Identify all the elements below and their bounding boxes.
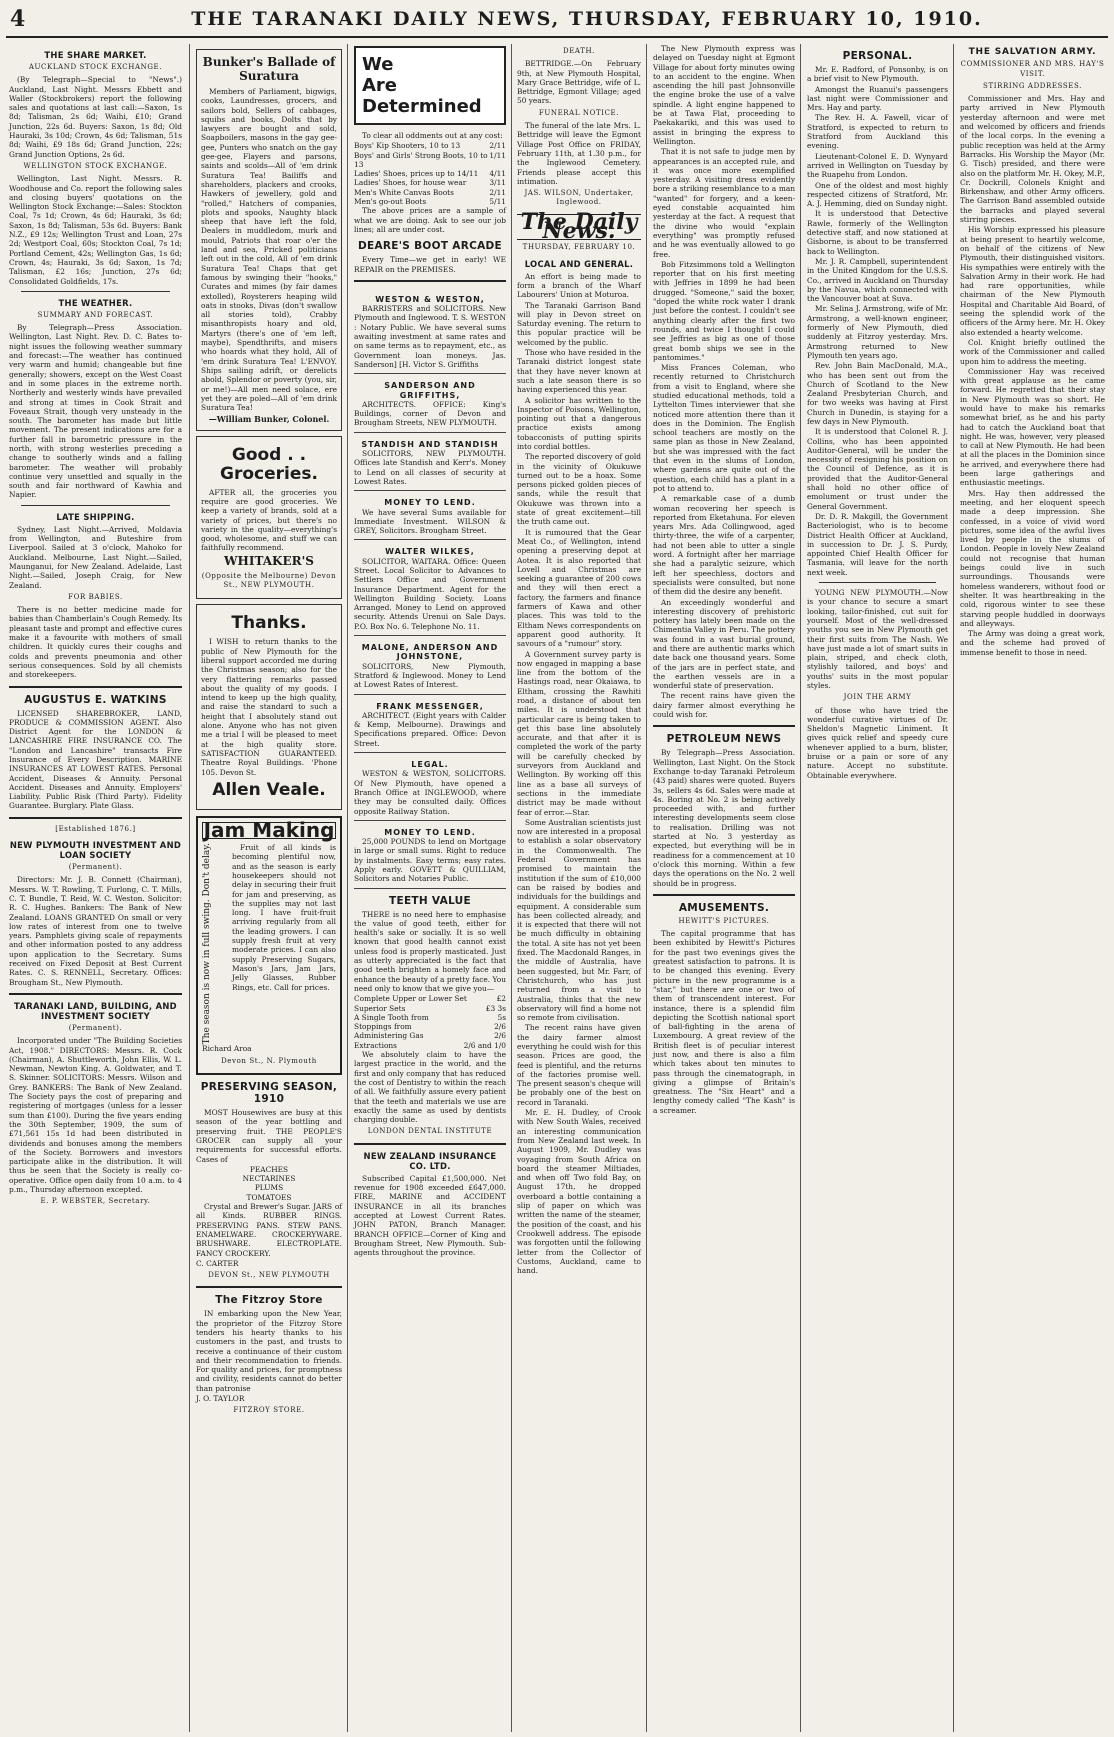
news-paragraph: Bob Fitzsimmons told a Wellington reporter that on his first meeting with Jeffries in 1899 he had been drugged. "Someone," said the boxer, "doped the white rock water I drank just before the contest. I couldn't see anything clearly after the first two rounds, and twice I thought I could see Jeffries as big as one of those great bomb ships we see in the pantomimes." xyxy=(653,259,795,362)
fruit-list xyxy=(196,1165,342,1202)
price-row xyxy=(354,1022,506,1031)
jam-making-title: Jam Making xyxy=(203,817,335,842)
teeth-more: We absolutely claim to have the largest practice in the world, and the first and only company that has reduced the cost of Dentistry to within the reach of all. We faithfully assure every patient that the teeth and materials we use are exactly the same as used by dentists charging double. xyxy=(354,1050,506,1125)
paper-nameplate: The Daily News. xyxy=(517,214,641,241)
whitaker-name: WHITAKER'S xyxy=(224,553,314,568)
personal-paragraph: Lieutenant-Colonel E. D. Wynyard arrived in Wellington on Tuesday by the Ruapehu from London. xyxy=(807,151,948,180)
page-number: 4 xyxy=(10,6,26,32)
salvation-paragraph: Commissioner Hay was received with great applause as he came forward. He regretted that their stay in New Plymouth was so short. He would have to make his remarks somewhat brief, as he and his party had to catch the Auckland boat that night. He was, however, very pleased to call at New Plymouth. He had been at all the places in the Dominion since he arrived, and everywhere there had been large gatherings and enthusiastic meetings. xyxy=(960,366,1105,488)
preserving-heading: PRESERVING SEASON, 1910 xyxy=(200,1081,338,1106)
amusements-heading: AMUSEMENTS. xyxy=(678,901,770,914)
nz-insurance-heading: NEW ZEALAND INSURANCE CO. LTD. xyxy=(363,1150,497,1171)
masthead xyxy=(6,4,1108,38)
news-paragraph: Mr. E. H. Dudley, of Crook with New South Wales, received an interesting communication from New Zealand last week. In August 1909, Mr. Dudley was voyaging from South Africa on board the steamer Miltiades, and when off Two fold Bay, on August 17th, he dropped overboard a bottle containing a slip of paper on which was written the name of the steamer, the position of the coast, and his Crookwell address. The episode was forgotten until the following letter from the Collector of Customs, Auckland, came to hand. xyxy=(517,1108,641,1276)
price-value: 2/6 xyxy=(494,1022,506,1032)
local-general-heading: LOCAL AND GENERAL. xyxy=(524,258,634,269)
card-name: WESTON & WESTON, xyxy=(375,294,485,304)
fruit-list-item: NECTARINES xyxy=(242,1174,296,1184)
loan-society-heading: NEW PLYMOUTH INVESTMENT AND LOAN SOCIETY xyxy=(9,840,182,861)
card-body: BARRISTERS and SOLICITORS. New Plymouth and Inglewood. T. S. WESTON : Notary Public. We have several sums awaiting investment at same rates and on same terms as to repayment, etc., as Government loan moneys. Jas. Sanderson] [H. Victor S. Griffiths xyxy=(354,304,506,369)
local-general-text xyxy=(517,272,641,1276)
thanks-text: I WISH to return thanks to the public of New Plymouth for the liberal support accorded me during the Christmas season; also for the very flattering remarks passed about the quality of my goods. I intend to keep up the high quality, and raise the standard to such a height that I absolutely stand out alone. Anyone who has not given me a trial I will be pleased to meet at the high quality store. SATISFACTION GUARANTEED. Theatre Royal Buildings. 'Phone 105. Devon St. xyxy=(201,637,337,777)
deare-price-list xyxy=(354,141,506,206)
card-body: SOLICITOR, WAITARA. Office: Queen Street. Local Solicitor to Advances to Settlers Office and Government Insurance Department. Agent for the Wellington Building Society. Loans Arranged. Money to Lend on approved security. Attends Urenui on Sale Days. P.O. Box No. 6. Telephone No. 11. xyxy=(354,556,506,631)
divider xyxy=(21,291,170,292)
death-heading: DEATH. xyxy=(563,47,595,55)
price-row xyxy=(354,1004,506,1013)
divider xyxy=(21,505,170,506)
news-paragraph: The recent rains have given the dairy farmer almost everything he could wish for this season. Prices are good, the feed is plentiful, and the returns of the factories promise well. The present season's cheque will be probably one of the best on record in Taranaki. xyxy=(517,1023,641,1107)
price-value: 5/11 xyxy=(489,197,506,207)
deare-intro: To clear all oddments out at any cost: xyxy=(362,131,503,140)
personal-text xyxy=(807,65,948,577)
column-3 xyxy=(348,44,512,1732)
professional-card xyxy=(354,821,506,889)
teeth-heading: TEETH VALUE xyxy=(389,894,471,907)
price-value: 2/6 xyxy=(494,1031,506,1041)
taylor-name: J. O. TAYLOR xyxy=(196,1394,245,1404)
news-paragraph: Some Australian scientists just now are interested in a proposal to establish a solar observatory in the Commonwealth. The Federal Government has promised to maintain the institution if the sum of £10,000 can be raised by bodies and individuals for the buildings and equipment. A considerable sum has been collected already, and it is expected that there will not be much difficulty in obtaining the total. A site has not yet been fixed. The Macdonald Ranges, in the middle of Australia, have been suggested, but Mr. Farr, of Christchurch, who has just returned from a visit to Australia, thinks that the new observatory will find a home not so remote from civilisation. xyxy=(517,817,641,1023)
divider xyxy=(354,1143,506,1145)
weather-heading: THE WEATHER. xyxy=(58,297,133,308)
teeth-text: THERE is no need here to emphasise the value of good teeth, either for health's sake or socially. It is so well known that good health cannot exist unless food is properly masticated. Just as utterly appreciated is the fact that good teeth brighten a homely face and enhance the beauty of a pretty face. You need only to know that we give you— xyxy=(354,909,506,993)
paper-date: THURSDAY, FEBRUARY 10. xyxy=(522,243,636,252)
taranaki-society-subhead: (Permanent). xyxy=(68,1023,123,1032)
banner-line: We xyxy=(362,54,394,75)
news-paragraph: An exceedingly wonderful and interesting discovery of prehistoric pottery has lately been made on the Chimentia Valley in Peru. The pottery was found in a vast burial ground, and there are authentic marks which date back one thousand years. Some of the jars are in perfect state, and the earthen vessels are in a wonderful state of preservation. xyxy=(653,597,795,691)
professional-card xyxy=(354,636,506,694)
salvation-paragraph: Commissioner and Mrs. Hay and party arrived in New Plymouth yesterday afternoon and were met and welcomed by officers and friends of the local corps. In the evening a public reception was held at the Army Barracks. His Worship the Mayor (Mr. G. Tisch) presided, and there were also on the platform Mr. H. Okey, M.P., Cr. Dockrill, Colonels Knight and Birkenshaw, and other Army officers. The Garrison Band assembled outside the barracks and played several stirring pieces. xyxy=(960,94,1105,225)
established-note: [Established 1876.] xyxy=(55,824,136,833)
divider xyxy=(653,894,795,896)
watkins-heading: AUGUSTUS E. WATKINS xyxy=(24,693,167,706)
price-row xyxy=(354,151,506,170)
auckland-exchange-text: (By Telegraph—Special to "News".) Auckland, Last Night. Messrs Ebbett and Waller (Stockbrokers) report the following sales and quotations at last call:—Saxon, 1s 8d; Talisman, 2s 6d; Waihi, £10; Grand Junction, 22s 6d. Buyers: Saxon, 1s 8d; Old Hauraki, 3s 10d; Crown, 4s 6d; Talisman, 51s 8d; Waihi, £9 18s 6d; Grand Junction, 22s; Grand Junction Options, 2s 6d. xyxy=(9,75,182,159)
deare-note: The above prices are a sample of what we are doing. Ask to see our job lines; all are under cost. xyxy=(354,206,506,234)
card-body: 25,000 POUNDS to lend on Mortgage in large or small sums. Right to reduce by instalments. Easy terms; easy rates. Apply early. GOVETT & QUILLIAM, Solicitors and Notaries Public. xyxy=(354,837,506,884)
professional-card xyxy=(354,374,506,432)
petroleum-heading: PETROLEUM NEWS xyxy=(666,733,782,746)
shipping-text: Sydney, Last Night.—Arrived, Moldavia from Wellington, and Buteshire from Liverpool. Sailed at 3 o'clock, Mahoko for Auckland. Melbourne, Last Night.—Sailed, Maunganui, for New Zealand. Adelaide, Last Night.—Sailed, Joseph Craig, for New Zealand. xyxy=(9,524,182,590)
good-groceries-text: AFTER all, the groceries you require are good groceries. We keep a variety of brands, sold at a variety of prices, but there's no variety in the quality—everything's good, wholesome, and stuff we can faithfully recommend. xyxy=(201,487,337,553)
news-paragraph: The Taranaki Garrison Band will play in Devon street on Saturday evening. The return to this popular practice will be welcomed by the public. xyxy=(517,300,641,347)
babies-text: There is no better medicine made for babies than Chamberlain's Cough Remedy. Its pleasant taste and prompt and effective cures make it a favourite with mothers of small children. It quickly cures their coughs and colds and prevents pneumonia and other serious consequences. Sold by all chemists and storekeepers. xyxy=(9,605,182,680)
card-name: FRANK MESSENGER, xyxy=(376,701,484,711)
news-paragraph: It is rumoured that the Gear Meat Co., of Wellington, intend opening a preserving depot at Aotea. It is also reported that Lovell and Christmas are seeking a guarantee of 200 cows and they will then erect a factory, the farmers and finance farmers of Kawa and other places. This was told to the Eltham News correspondents on apparent good authority. It savours of a "rumour" story. xyxy=(517,527,641,649)
good-groceries-ad xyxy=(196,436,342,600)
fitzroy-store-text: IN embarking upon the New Year, the proprietor of the Fitzroy Store tenders his hearty thanks to his customers in the past, and trusts to receive a continuance of their custom and their recommendation to friends. For quality and prices, for promptness and civility, residents cannot do better than patronise xyxy=(196,1309,342,1393)
personal-paragraph: One of the oldest and most highly respected citizens of Stratford, Mr. A. J. Hemming, died on Sunday night. xyxy=(807,180,948,209)
price-row xyxy=(354,1013,506,1022)
divider xyxy=(819,582,936,583)
bunker-ballade-title: Bunker's Ballade of Suratura xyxy=(202,55,336,83)
news-paragraph: Miss Frances Coleman, who recently returned to Christchurch from a visit to England, where she studied educational methods, told a Lyttelton Times interviewer that she noticed more attention there than it does in the Dominion. The English school teachers are mostly on the same plan as those in New Zealand, but she was impressed with the fact that even in the slums of London, where gardens are quite out of the question, each child has a plant in a pot to attend to. xyxy=(653,363,795,493)
good-groceries-title: Good . . Groceries. xyxy=(220,444,318,484)
bunker-ballade-signature: —William Bunker, Colonel. xyxy=(208,414,330,425)
teeth-signature: LONDON DENTAL INSTITUTE xyxy=(367,1127,493,1136)
price-row xyxy=(354,141,506,150)
column-1 xyxy=(6,44,190,1732)
personal-paragraph: Mr. Selina J. Armstrong, wife of Mr. Armstrong, a well-known engineer, formerly of New Plymouth, died suddenly at Fitzroy yesterday. Mrs. Armstrong returned to New Plymouth ten years ago. xyxy=(807,304,948,360)
newspaper-title: THE TARANAKI DAILY NEWS, THURSDAY, FEBRUARY 10, 1910. xyxy=(191,8,983,30)
banner-line: Are xyxy=(362,75,398,96)
column-2 xyxy=(190,44,348,1732)
richard-aroa-name: Richard Aroa xyxy=(202,1044,252,1054)
young-new-plymouth-ad: YOUNG NEW PLYMOUTH.—Now is your chance to secure a smart looking, tailor-finished, cut suit for yourself. Most of the well-dressed youths you see in New Plymouth get their first suits from The Nash. We have just made a lot of smart suits in plain, striped, and check cloth, stylishly tailored, and boys' and youths' suits in the most popular styles. xyxy=(807,588,948,690)
card-name: LEGAL. xyxy=(411,760,449,770)
card-body: WESTON & WESTON, SOLICITORS. Of New Plymouth, have opened a Branch Office at INGLEWOOD, where they may be consulted daily. Offices opposite Railway Station. xyxy=(354,769,506,816)
card-name: STANDISH AND STANDISH xyxy=(361,439,499,449)
professional-card xyxy=(354,695,506,753)
fruit-list-item: TOMATOES xyxy=(246,1192,292,1202)
card-body: We have several Sums available for Immediate Investment. WILSON & GREY, Solicitors. Brougham Street. xyxy=(354,507,506,536)
join-army-text: of those who have tried the wonderful curative virtues of Dr. Sheldon's Magnetic Liniment. It gives quick relief and speedy cure whenever applied to a burn, blister, bruise or a pain or sore of any nature. Accept no substitute. Obtainable everywhere. xyxy=(807,705,948,780)
salvation-army-subhead-2: STIRRING ADDRESSES. xyxy=(983,81,1082,90)
divider xyxy=(9,817,182,819)
card-body: SOLICITORS, New Plymouth, Stratford & Inglewood. Money to Lend at Lowest Rates of Interest. xyxy=(354,661,506,690)
personal-heading: PERSONAL. xyxy=(842,50,913,62)
price-row xyxy=(354,188,506,197)
taranaki-society-signature: E. P. WEBSTER, Secretary. xyxy=(40,1197,151,1206)
thanks-title: Thanks. xyxy=(231,613,307,634)
bunker-ballade-ad xyxy=(196,49,342,431)
professional-card xyxy=(354,753,506,821)
personal-paragraph: Amongst the Ruanui's passengers last night were Commissioner and Mrs. Hay and party. xyxy=(807,84,948,113)
price-value: 2/6 and 1/0 xyxy=(463,1040,506,1050)
bunker-ballade-poem: Members of Parliament, bigwigs, cooks, Laundresses, grocers, and sailors bold, Sellers of cabbages, squibs and books, Dolts that by lawyers are bought and sold, Soapboilers, masons in the gay gee-gee, Punters who snatch on the gay gee-gee, Flayers and parsons, saints and scolds—All of 'em drink Suratura Tea! Bailiffs and shareholders, plackers and crooks, Hawkers of jewellery, gold and "rolled," Hatchers of companies, plots and spooks, Naughty black sheep that have left the fold, Dealers in muddledom, murk and mould, Patriots that roar o'er the land and sea, Pricked politicians left out in the cold, All of 'em drink Suratura Tea! Chaps that get famous by swinging their "hooks," Curates and mimes (by fair dames extolled), Roysterers heaping wild oats in stooks, Divas (don't swallow all stories told), Crabby misanthropists hoary and old, Martyrs (there's one of 'em left, maybe), Spendthrifts, and misers who hoards what they hold, All of 'em drink Suratura Tea! L'ENVOY. Ships sailing adrift, or derelicts abold, Splendor or poverty (you, sir, or me!)—All men need solace, ere yet they are poled—All of 'em drink Suratura Tea! xyxy=(201,87,337,413)
price-value: 2/11 xyxy=(489,187,506,197)
funeral-notice: The funeral of the late Mrs. L. Bettridge will leave the Egmont Village Post Office on FRIDAY, February 11th, at 1.30 p.m., for the Inglewood Cemetery. Friends please accept this intimation. xyxy=(517,121,641,186)
fitzroy-store-heading: The Fitzroy Store xyxy=(215,1294,323,1307)
deare-name: DEARE'S BOOT ARCADE xyxy=(357,240,502,253)
personal-paragraph: It is understood that Colonel R. J. Collins, who has been appointed Auditor-General, will be under the necessity of resigning his position on the Council of Defence, as it is provided that the Auditor-General shall hold no other office of emolument or trust under the General Government. xyxy=(807,427,948,511)
jam-making-ad xyxy=(196,816,342,1075)
price-row xyxy=(354,169,506,178)
card-body: SOLICITORS, NEW PLYMOUTH. Offices late Standish and Kerr's. Money to Lend on all classes of security at Lowest Rates. xyxy=(354,449,506,486)
newspaper-page xyxy=(6,4,1108,1732)
card-name: MONEY TO LEND. xyxy=(384,498,476,508)
price-value: 1/11 xyxy=(489,150,506,160)
price-item: A Single Tooth from xyxy=(354,1012,429,1022)
personal-paragraph: Mr. E. Radford, of Ponsonby, is on a brief visit to New Plymouth. xyxy=(807,65,948,84)
funeral-signature: JAS. WILSON, Undertaker, Inglewood. xyxy=(524,189,634,207)
card-body: ARCHITECTS. OFFICE: King's Buildings, corner of Devon and Brougham Streets, NEW PLYMOUTH. xyxy=(354,399,506,428)
nz-insurance-text: Subscribed Capital £1,500,000. Net revenue for 1908 exceeded £647,000. FIRE, MARINE and ACCIDENT INSURANCE in all its branches accepted at Lowest Current Rates. JOHN PATON, Branch Manager. BRANCH OFFICE—Corner of King and Brougham Street, New Plymouth. Sub-agents throughout the province. xyxy=(354,1173,506,1258)
professional-cards xyxy=(354,288,506,889)
personal-paragraph: Mr. J. R. Campbell, superintendent in the United Kingdom for the U.S.S. Co., arrived in Auckland on Thursday by the Navua, which connected with the Vancouver boat at Suva. xyxy=(807,256,948,304)
price-item: Superior Sets xyxy=(354,1003,406,1013)
card-body: ARCHITECT. (Eight years with Calder & Kemp, Melbourne). Drawings and Specifications prepared. Office: Devon Street. xyxy=(354,710,506,748)
fruit-list-item: PEACHES xyxy=(249,1164,289,1174)
personal-paragraph: Rev. John Bain MacDonald, M.A., who has been sent out from the Church of Scotland to the New Zealand Presbyterian Church, and for two weeks was having at First Church in Dunedin, is staying for a few days in New Plymouth. xyxy=(807,361,948,426)
petroleum-text: By Telegraph—Press Association. Wellington, Last Night. On the Stock Exchange to-day Taranaki Petroleum (43 paid) shares were quoted. Buyers 3s, sellers 4s 6d. Sales were made at 4s. Boring at No. 2 is being actively proceeded with, and further interesting developments seem close to realisation. Drilling was not started at No. 3 yesterday as expected, but everything will be in readiness for a commencement at 10 o'clock this morning. Within a few days the operations on the No. 2 well should be in progress. xyxy=(653,748,795,888)
price-item: Ladies' Shoes, for house wear xyxy=(354,178,467,188)
column-7 xyxy=(954,44,1108,1732)
loan-society-subhead: (Permanent). xyxy=(68,863,123,872)
price-item: Extractions xyxy=(354,1040,397,1050)
personal-paragraph: It is understood that Detective Rawle, formerly of the Wellington detective staff, and now stationed at Gisborne, is about to be transferred back to Wellington. xyxy=(807,209,948,256)
salvation-paragraph: Col. Knight briefly outlined the work of the Commissioner and called upon him to address the meeting. xyxy=(960,337,1105,366)
news-paragraph: An effort is being made to form a branch of the Wharf Labourers' Union at Moturoa. xyxy=(517,271,641,300)
personal-paragraph: Dr. D. R. Makgill, the Government Bacteriologist, who is to become District Health Officer at Auckland, in succession to Dr. J. S. Purdy, appointed Chief Health Officer for Tasmania, will leave for the north next week. xyxy=(807,511,948,577)
column-5 xyxy=(647,44,801,1732)
salvation-paragraph: Mrs. Hay then addressed the meeting, and her eloquent speech made a deep impression. She confessed, in a voice of vivid word pictures, some idea of the awful lives lived by people in the slums of London. People in lovely New Zealand could not recognise that human beings could live in such surroundings. Thousands were homeless wanderers, without food or shelter. It was heartbreaking in the cold, rigorous winter to see these starving people huddled in doorways and alleyways. xyxy=(960,488,1105,628)
price-item: Men's White Canvas Boots xyxy=(354,187,454,197)
price-value: 5s xyxy=(497,1012,506,1022)
price-item: Complete Upper or Lower Set xyxy=(354,994,467,1004)
card-name: WALTER WILKES, xyxy=(385,547,475,557)
preserving-supplies: Crystal and Brewer's Sugar. JARS of all Kinds. RUBBER RINGS. PRESERVING PANS. STEW PANS. ENAMELWARE. CROCKERYWARE. BRUSHWARE. ELECTROPLATE. FANCY CROCKERY. xyxy=(196,1202,342,1258)
weather-text: By Telegraph—Press Association. Wellington, Last Night. Rev. D. C. Bates to-night issues the following weather summary and forecast:—The weather has continued very warm and humid; changeable but fine generally; showers, except on the West Coast and in some places in the extreme north. Northerly and westerly winds have prevailed and strong at times in Cook Strait and Foveaux Strait, though very unsteady in the south. The barometer has made but little movement. The present indications are for a further fall in barometric pressure in the north, with strong westerlies preceding a change to southerly winds and a falling barometer. The weather will probably continue very unsettled and squally in the south and fair northward of Kawhia and Napier. xyxy=(9,323,182,500)
join-army-heading: JOIN THE ARMY xyxy=(843,693,912,702)
personal-paragraph: The Rev. H. A. Fawell, vicar of Stratford, is expected to return to Stratford from Auckland this evening. xyxy=(807,113,948,151)
jam-season-vertical-text: The season is now in full swing. Don't delay. xyxy=(202,843,212,1045)
deare-footer: Every Time—we get in early! WE REPAIR on the PREMISES. xyxy=(354,255,506,274)
wellington-exchange-text: Wellington, Last Night. Messrs. R. Woodhouse and Co. report the following sales and closing buyers' quotations on the Wellington Stock Exchange:—Sales: Stockton Coal, 7s 1d; Crown, 4s 6d; Hauraki, 3s 6d; Saxon, 1s 8d; Talisman, 53s 6d. Buyers: Bank N.Z., £9 12s; Wellington Trust and Loan, 27s 2d; Westport Coal, 60s; Stockton Coal, 7s 1d; Portland Cement, 42s; Wellington Gas, 1s 6d; Crown, 4s; Hauraki, 3s 6d; Saxon, 1s 7d; Talisman, £2 16s; Junction, 27s 6d; Consolidated Goldfields, 17s. xyxy=(9,174,182,286)
price-item: Men's go-out Boots xyxy=(354,197,427,207)
card-name: MALONE, ANDERSON AND JOHNSTONE, xyxy=(361,643,499,662)
salvation-paragraph: The Army was doing a great work, and the scheme had proved of immense benefit to those in need. xyxy=(960,629,1105,657)
news-paragraph: A remarkable case of a dumb woman recovering her speech is reported from Eketahuna. For eleven years Mrs. Ada Collingwood, aged thirty-three, the wife of a carpenter, had not been able to utter a single word. A fortnight after her marriage she had a paralytic seizure, which left her speechless, doctors and specialists were consulted, but none of them did the desire any benefit. xyxy=(653,494,795,597)
divider xyxy=(354,280,506,282)
carter-address: DEVON St., NEW PLYMOUTH xyxy=(208,1271,330,1280)
news-paragraph: The reported discovery of gold in the vicinity of Okukuwe turned out to be a hoax. Some persons picked golden pieces of sands, while the result that Okukuwe was thrown into a state of great excitement—till the truth came out. xyxy=(517,452,641,527)
taranaki-society-heading: TARANAKI LAND, BUILDING, AND INVESTMENT SOCIETY xyxy=(14,1000,177,1021)
allen-veale-name: Allen Veale. xyxy=(212,779,326,800)
whitaker-address: (Opposite the Melbourne) Devon St., NEW PLYMOUTH. xyxy=(201,571,337,590)
share-market-heading: THE SHARE MARKET. xyxy=(44,50,147,60)
hewitt-text: The capital programme that has been exhibited by Hewitt's Pictures for the past two evenings gives the greatest satisfaction to patrons. It is to be changed this evening. Every picture in the new programme is a "star," but there are one or two of them of transcendent interest. For instance, there is a splendid film depicting the Scottish national sport of ball-fighting in the arena of Luxembourg. A great review of the British fleet is of peculiar interest just now, and there is also a film which takes about ten minutes to pass through the cinematograph, in giving a glimpse of Britain's greatness. The "Six Heart" and a lengthy comedy called "The Kash" is a screamer. xyxy=(653,929,795,1115)
news-paragraph: A Government survey party is now engaged in mapping a base line from the bottom of the Hastings road, near Okaiawa, to Eltham, crossing the Rawhiti road, a distance of about ten miles. It is understood that particular care is being taken to get this base line absolutely accurate, and that after it is completed the work of the party will be carefully checked by surveyors from Auckland and Wellington. By working off this line as a base all surveys of sections in the immediate district may be made without fear of error.—Star. xyxy=(517,649,641,817)
divider xyxy=(196,1286,342,1288)
divider xyxy=(9,686,182,688)
news-paragraph: Those who have resided in the Taranaki district longest state that they have never known at such a late season there is so having experienced this year. xyxy=(517,348,641,395)
babies-subhead: FOR BABIES. xyxy=(68,592,123,601)
taranaki-society-text: Incorporated under "The Building Societies Act, 1908." DIRECTORS: Messrs. R. Cock (Chairman), A. Shuttleworth, John Ellis, W. L. Newman, Newton King, A. Goldwater, and T. S. Skinner. SOLICITORS: Messrs. Wilson and Grey. BANKERS: The Bank of New Zealand. The Society pays the cost of preparing and registering of mortgages (unless for a lesser sum than £100). During the five years ending the 30th September, 1909, the sum of £71,561 15s 1d had been distributed in dividends and bonuses among the members of the Society. Borrowers and investors participate alike in the distribution. It will thus be seen that the Society is really co-operative. Office open daily from 10 a.m. to 4 p.m., Thursday afternoon excepted. xyxy=(9,1036,182,1194)
fruit-list-item: PLUMS xyxy=(254,1183,284,1193)
jam-making-text: Fruit of all kinds is becoming plentiful now, and as the season is early housekeepers should not delay in securing their fruit for jam and preserving, as the supplies may not last long. I have fruit-fruit arriving regularly from all the leading growers. I can supply fresh fruit at very moderate prices. I can also supply Preserving Sugars, Mason's Jars, Jam Jars, Jelly Glasses, Rubber Rings, etc. Call for prices. xyxy=(232,843,336,992)
price-item: Ladies' Shoes, prices up to 14/11 xyxy=(354,169,479,179)
price-item: Boys' Kip Shooters, 10 to 13 xyxy=(354,141,461,151)
price-row xyxy=(354,197,506,206)
professional-card xyxy=(354,433,506,491)
general-news-text xyxy=(653,44,795,719)
price-value: £3 3s xyxy=(485,1003,506,1013)
divider xyxy=(653,725,795,727)
loan-society-text: Directors: Mr. J. B. Connett (Chairman), Messrs. W. T. Rowling, T. Furlong, C. T. Mills, C. T. Bundle, T. Reid, W. C. Weston. Solicitor: R. C. Hughes. Bankers: The Bank of New Zealand. LOANS GRANTED On small or very low rates of interest from one to twelve years. Pamphlets giving scale of repayments and other information posted to any address upon application to the Secretary. Sums received on Fixed Deposit at Best Current Rates. C. S. RENNELL, Secretary. Offices: Brougham St., New Plymouth. xyxy=(9,875,182,987)
professional-card xyxy=(354,491,506,540)
thanks-ad xyxy=(196,604,342,809)
professional-card xyxy=(354,540,506,636)
price-item: Boys' and Girls' Strong Boots, 10 to 13 xyxy=(354,150,488,169)
card-name: MONEY TO LEND. xyxy=(384,827,476,837)
salvation-army-heading: THE SALVATION ARMY. xyxy=(968,47,1097,57)
professional-card xyxy=(354,288,506,374)
news-paragraph: That it is not safe to judge men by appearances is an accepted rule, and it was once more exemplified yesterday. A visiting dress evidently bore a striking resemblance to a man "wanted" for forgery, and a keen-eyed constable acquainted him yesterday at the fact. A request that the divine who would "explain everything" was promptly refused and he was eventually allowed to go free. xyxy=(653,147,795,259)
price-row xyxy=(354,1041,506,1050)
salvation-army-subhead: COMMISSIONER AND MRS. HAY'S VISIT. xyxy=(960,60,1105,78)
carter-name: C. CARTER xyxy=(196,1258,239,1268)
column-4 xyxy=(512,44,647,1732)
price-value: 2/11 xyxy=(489,141,506,151)
news-paragraph: The New Plymouth express was delayed on Tuesday night at Egmont Village for about forty minutes owing to an accident to the engine. When ascending the hill past Johnsonville the engine broke the use of a valve spindle. A light engine happened to be at Tawa Flat, proceeding to Paekakariki, and this was used to assist in bringing the express to Wellington. xyxy=(653,44,795,146)
wellington-exchange-subhead: WELLINGTON STOCK EXCHANGE. xyxy=(23,161,168,170)
price-row xyxy=(354,994,506,1003)
price-value: 4/11 xyxy=(489,169,506,179)
news-paragraph: The recent rains have given the dairy farmer almost everything he could wish for. xyxy=(653,691,795,720)
deare-banner xyxy=(354,46,506,125)
richard-aroa-address: Devon St., N. Plymouth xyxy=(221,1056,317,1065)
salvation-army-text xyxy=(960,94,1105,657)
weather-subhead: SUMMARY AND FORECAST. xyxy=(37,310,154,319)
teeth-price-list xyxy=(354,994,506,1050)
funeral-heading: FUNERAL NOTICE. xyxy=(538,108,620,117)
price-row xyxy=(354,178,506,187)
card-name: SANDERSON AND GRIFFITHS, xyxy=(384,381,476,400)
divider xyxy=(9,993,182,995)
salvation-paragraph: His Worship expressed his pleasure at being present to heartily welcome, on behalf of the citizens of New Plymouth, their distinguished visitors. His sympathies were entirely with the Salvation Army in their work. He had had rare opportunities, while chairman of the New Plymouth Hospital and Charitable Aid Board, of seeing the splendid work of the officers of the Army here. Mr. H. Okey also extended a hearty welcome. xyxy=(960,225,1105,337)
preserving-text: MOST Housewives are busy at this season of the year bottling and preserving fruit. THE PEOPLE'S GROCER can supply all your requirements for successful efforts. Cases of xyxy=(196,1108,342,1164)
shipping-heading: LATE SHIPPING. xyxy=(56,511,135,522)
banner-line: Determined xyxy=(362,96,482,117)
hewitt-heading: HEWITT'S PICTURES. xyxy=(678,916,770,925)
watkins-text: LICENSED SHAREBROKER, LAND, PRODUCE & COMMISSION AGENT. Also District Agent for the LONDON & LANCASHIRE FIRE INSURANCE CO. The "London and Lancashire" transacts Fire Insurance of Every Description. MARINE INSURANCES AT LOWEST RATES. Personal Accident, Diseases & Annuity. Personal Accident. Diseases and Annuity. Employers' Liability. Public Risk (Third Party). Fidelity Guarantee. Burglary. Plate Glass. xyxy=(9,708,182,811)
taylor-address: FITZROY STORE. xyxy=(233,1406,305,1415)
price-item: Stoppings from xyxy=(354,1022,412,1032)
news-paragraph: A solicitor has written to the Inspector of Poisons, Wellington, pointing out that a dangerous practice exists among tobacconists of putting spirits into cordial bottles. xyxy=(517,395,641,451)
column-6 xyxy=(801,44,954,1732)
price-row xyxy=(354,1031,506,1040)
price-value: 3/11 xyxy=(489,178,506,188)
price-value: £2 xyxy=(496,994,506,1004)
price-item: Administering Gas xyxy=(354,1031,424,1041)
auckland-exchange-subhead: AUCKLAND STOCK EXCHANGE. xyxy=(28,63,163,71)
death-notice: BETTRIDGE.—On February 9th, at New Plymouth Hospital, Mary Grace Bettridge, wife of L. Bettridge, Egmont Village; aged 50 years. xyxy=(517,59,641,106)
